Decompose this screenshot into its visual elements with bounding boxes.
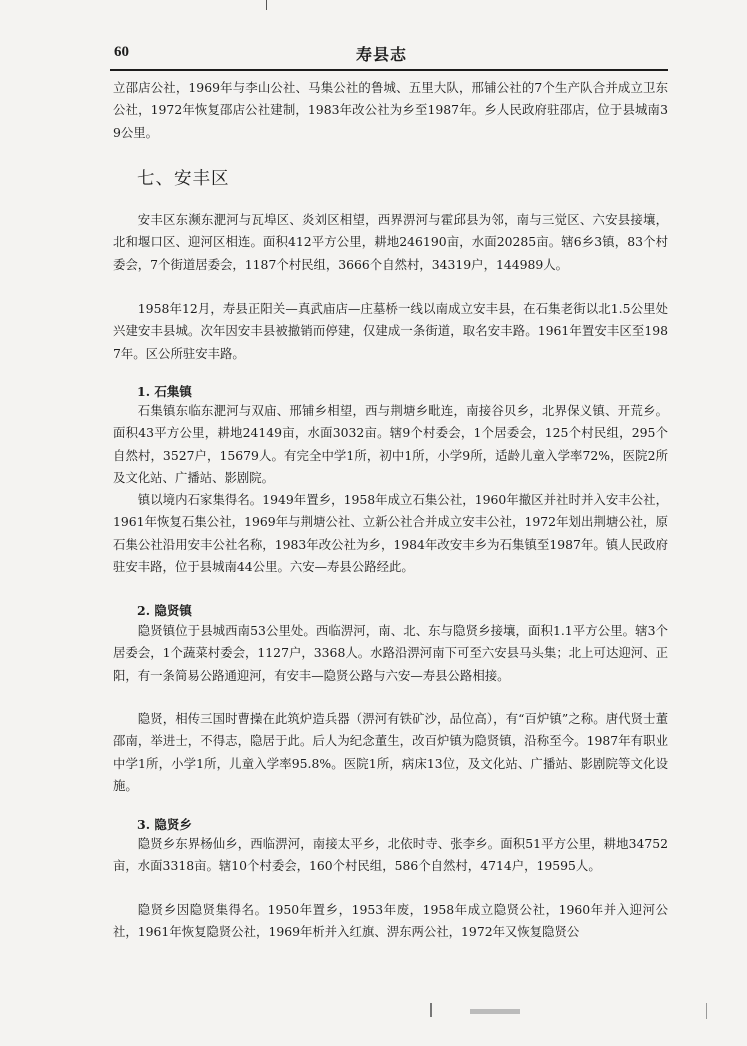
- page-number: 60: [114, 44, 129, 60]
- scan-artifact: [470, 1009, 520, 1014]
- scan-artifact: [706, 1003, 707, 1019]
- yinxianzhen-paragraph-2: 隐贤，相传三国时曹操在此筑炉造兵器（淠河有铁矿沙，品位高），有“百炉镇”之称。唐代贤士董邵南，举进士，不得志，隐居于此。后人为纪念董生，改百炉镇为隐贤镇，沿称至今。1987年有职业中学1所，小学1所，儿童入学率95.8%。医院1所，病床13位，及文化站、广播站、影剧院等文化设施。: [113, 711, 668, 793]
- yinxianxiang-paragraph-2: 隐贤乡因隐贤集得名。1950年置乡，1953年废，1958年成立隐贤公社，1960年并入迎河公社，1961年恢复隐贤公社，1969年析并入红旗、淠东两公社，1972年又恢复隐贤公: [113, 902, 668, 940]
- header-rule: [110, 69, 668, 71]
- intro-paragraph: 立邵店公社，1969年与李山公社、马集公社的鲁城、五里大队，邢铺公社的7个生产队合并成立卫东公社，1972年恢复邵店公社建制，1983年改公社为乡至1987年。乡人民政府驻邵店，位于县城南39公里。: [113, 80, 668, 140]
- yinxianzhen-paragraph-1: 隐贤镇位于县城西南53公里处。西临淠河，南、北、东与隐贤乡接壤，面积1.1平方公里。辖3个居委会，1个蔬菜村委会，1127户，3368人。水路沿淠河南下可至六安县马头集；北上可达迎河、正阳，有一条简易公路通迎河，有安丰—隐贤公路与六安—寿县公路相接。: [113, 623, 668, 683]
- yinxianxiang-paragraph-1: 隐贤乡东界杨仙乡，西临淠河，南接太平乡，北依时寺、张李乡。面积51平方公里，耕地34752亩，水面3318亩。辖10个村委会，160个村民组，586个自然村，4714户，19595人。: [113, 836, 668, 874]
- subsection-title-yinxianxiang: 3. 隐贤乡: [137, 817, 192, 832]
- shiji-paragraph-1: 石集镇东临东淝河与双庙、邢铺乡相望，西与荆塘乡毗连，南接谷贝乡，北界保义镇、开荒乡。面积43平方公里，耕地24149亩，水面3032亩。辖9个村委会，1个居委会，125个村民组，295个自然村，3527户，15679人。有完全中学1所，初中1所，小学9所，适龄儿童入学率72%，医院2所及文化站、广播站、影剧院。: [113, 403, 668, 485]
- anfeng-paragraph-2: 1958年12月，寿县正阳关—真武庙店—庄墓桥一线以南成立安丰县，在石集老街以北1.5公里处兴建安丰县城。次年因安丰县被撤销而停建，仅建成一条街道，取名安丰路。1961年置安丰区至1987年。区公所驻安丰路。: [113, 301, 668, 361]
- scan-artifact: [430, 1003, 432, 1017]
- subsection-title-yinxianzhen: 2. 隐贤镇: [137, 603, 192, 618]
- subsection-title-shiji: 1. 石集镇: [137, 384, 192, 399]
- section-title: 七、安丰区: [137, 169, 230, 189]
- running-header-title: 寿县志: [356, 45, 408, 64]
- anfeng-paragraph-1: 安丰区东濒东淝河与瓦埠区、炎刘区相望，西界淠河与霍邱县为邻，南与三觉区、六安县接壤，北和堰口区、迎河区相连。面积412平方公里，耕地246190亩，水面20285亩。辖6乡3镇，83个村委会，7个街道居委会，1187个村民组，3666个自然村，34319户，144989人。: [113, 212, 668, 272]
- shiji-paragraph-2: 镇以境内石家集得名。1949年置乡，1958年成立石集公社，1960年撤区并社时并入安丰公社，1961年恢复石集公社，1969年与荆塘公社、立新公社合并成立安丰公社，1972年划出荆塘公社，原石集公社沿用安丰公社名称，1983年改公社为乡，1984年改安丰乡为石集镇至1987年。镇人民政府驻安丰路，位于县城南44公里。六安—寿县公路经此。: [113, 492, 668, 574]
- scan-tick-mark: [266, 0, 267, 10]
